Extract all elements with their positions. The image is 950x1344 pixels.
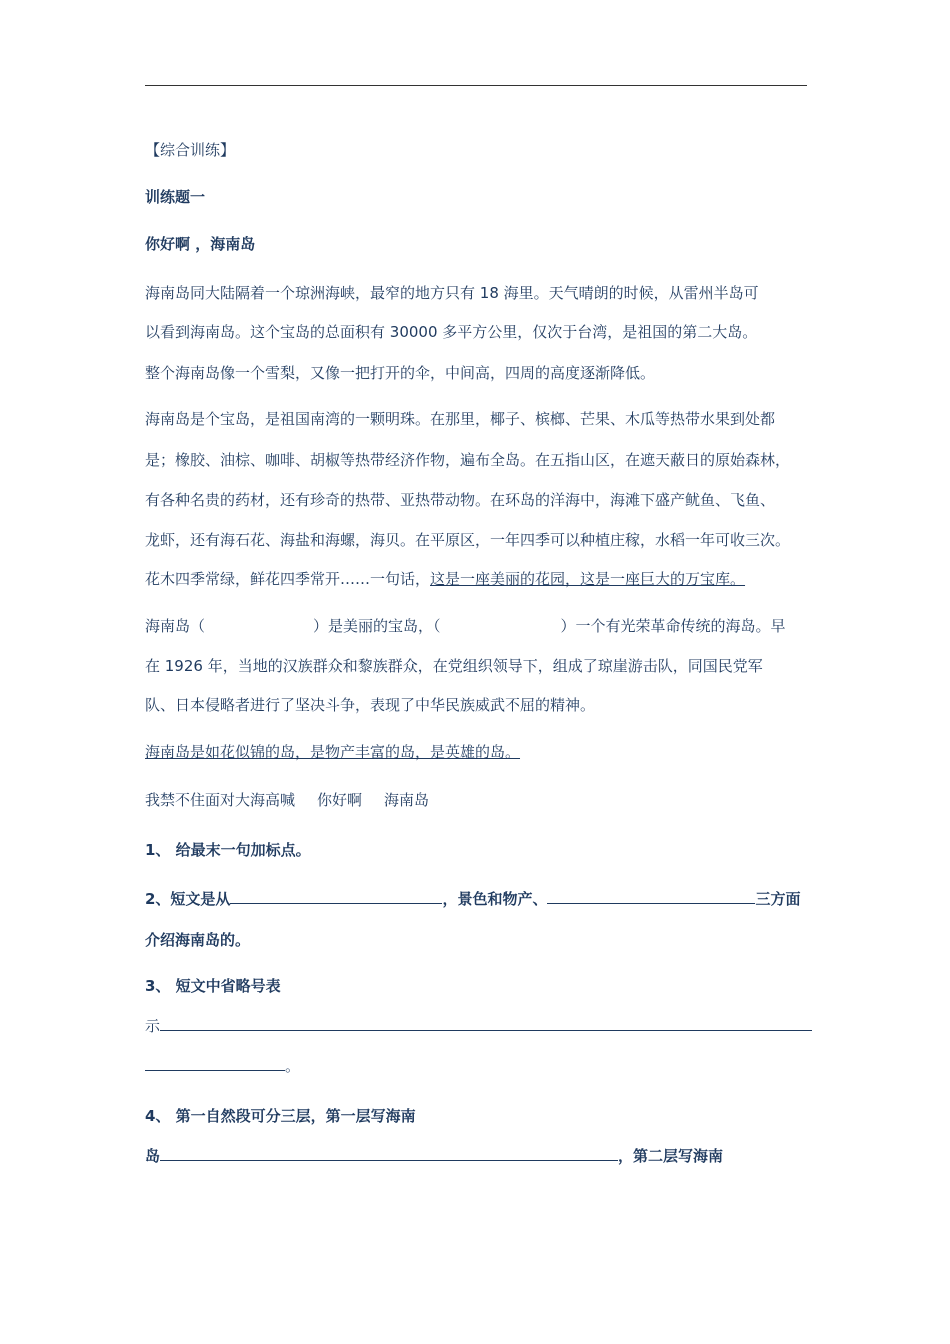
paragraph-2-last-line: [145, 569, 745, 589]
paragraph-5-text: 你好啊: [317, 791, 363, 809]
question-4: 4、 第一自然段可分三层，第一层写海南: [145, 1107, 416, 1125]
passage-title: 你好啊 ，海南岛: [145, 235, 256, 253]
paragraph-3-text: ）一个有光荣革命传统的海岛。早: [560, 617, 786, 635]
paragraph-2-line: 龙虾，还有海石花、海盐和海螺，海贝。在平原区，一年四季可以种植庄稼，水稻一年可收三次。: [145, 531, 791, 549]
paragraph-3-text: ）是美丽的宝岛，（: [313, 617, 441, 635]
paragraph-1-line: 以看到海南岛。这个宝岛的总面积有 30000 多平方公里，仅次于台湾，是祖国的第二大岛。: [145, 323, 758, 341]
answer-blank[interactable]: [145, 1056, 285, 1071]
paragraph-1-line: 整个海南岛像一个雪梨，又像一把打开的伞，中间高，四周的高度逐渐降低。: [145, 364, 656, 382]
question-2-text: ，景色和物产、: [442, 890, 548, 908]
question-3-text: 。: [285, 1057, 301, 1075]
exercise-title: 训练题一: [145, 188, 206, 206]
paragraph-2-line: 海南岛是个宝岛，是祖国南湾的一颗明珠。在那里，椰子、槟榔、芒果、木瓜等热带水果到处都: [145, 410, 776, 428]
answer-blank[interactable]: [230, 889, 442, 904]
question-2-text: 三方面: [755, 890, 801, 908]
paragraph-2-text: 花木四季常绿，鲜花四季常开……一句话，: [145, 570, 431, 588]
paragraph-3-line: [145, 616, 786, 636]
paragraph-2-line: 有各种名贵的药材，还有珍奇的热带、亚热带动物。在环岛的洋海中，海滩下盛产鱿鱼、飞鱼、: [145, 491, 776, 509]
paragraph-5: [145, 790, 429, 810]
header-rule: [145, 85, 807, 86]
question-4-text: ，第二层写海南: [618, 1147, 724, 1165]
answer-blank[interactable]: [160, 1016, 812, 1031]
question-3-answer-line-2: [145, 1056, 300, 1076]
question-2: [145, 889, 800, 909]
paragraph-3-line: 在 1926 年，当地的汉族群众和黎族群众，在党组织领导下，组成了琼崖游击队，同国民党军: [145, 657, 763, 675]
paragraph-3-text: 海南岛（: [145, 617, 206, 635]
answer-blank[interactable]: [160, 1146, 618, 1161]
question-3-answer-line: [145, 1016, 812, 1036]
paragraph-2-line: 是；橡胶、油棕、咖啡、胡椒等热带经济作物，遍布全岛。在五指山区，在遮天蔽日的原始森林，: [145, 451, 791, 469]
paragraph-5-text: 海南岛: [384, 791, 430, 809]
answer-blank[interactable]: [547, 889, 755, 904]
paragraph-4-underlined: 海南岛是如花似锦的岛，是物产丰富的岛，是英雄的岛。: [145, 743, 521, 761]
question-2-text: 2、短文是从: [145, 890, 231, 908]
question-2-continued: 介绍海南岛的。: [145, 931, 251, 949]
question-4-answer-line: [145, 1146, 723, 1166]
section-header: 【综合训练】: [145, 141, 236, 159]
question-1: 1、 给最末一句加标点。: [145, 841, 311, 859]
underlined-sentence: 这是一座美丽的花园，这是一座巨大的万宝库。: [430, 570, 746, 588]
paragraph-5-text: 我禁不住面对大海高喊: [145, 791, 296, 809]
question-3: 3、 短文中省略号表: [145, 977, 281, 995]
question-4-text: 岛: [145, 1147, 161, 1165]
paragraph-1-line: 海南岛同大陆隔着一个琼洲海峡，最窄的地方只有 18 海里。天气晴朗的时候，从雷州半岛可: [145, 284, 759, 302]
question-3-text: 示: [145, 1017, 161, 1035]
paragraph-3-line: 队、日本侵略者进行了坚决斗争，表现了中华民族威武不屈的精神。: [145, 696, 596, 714]
